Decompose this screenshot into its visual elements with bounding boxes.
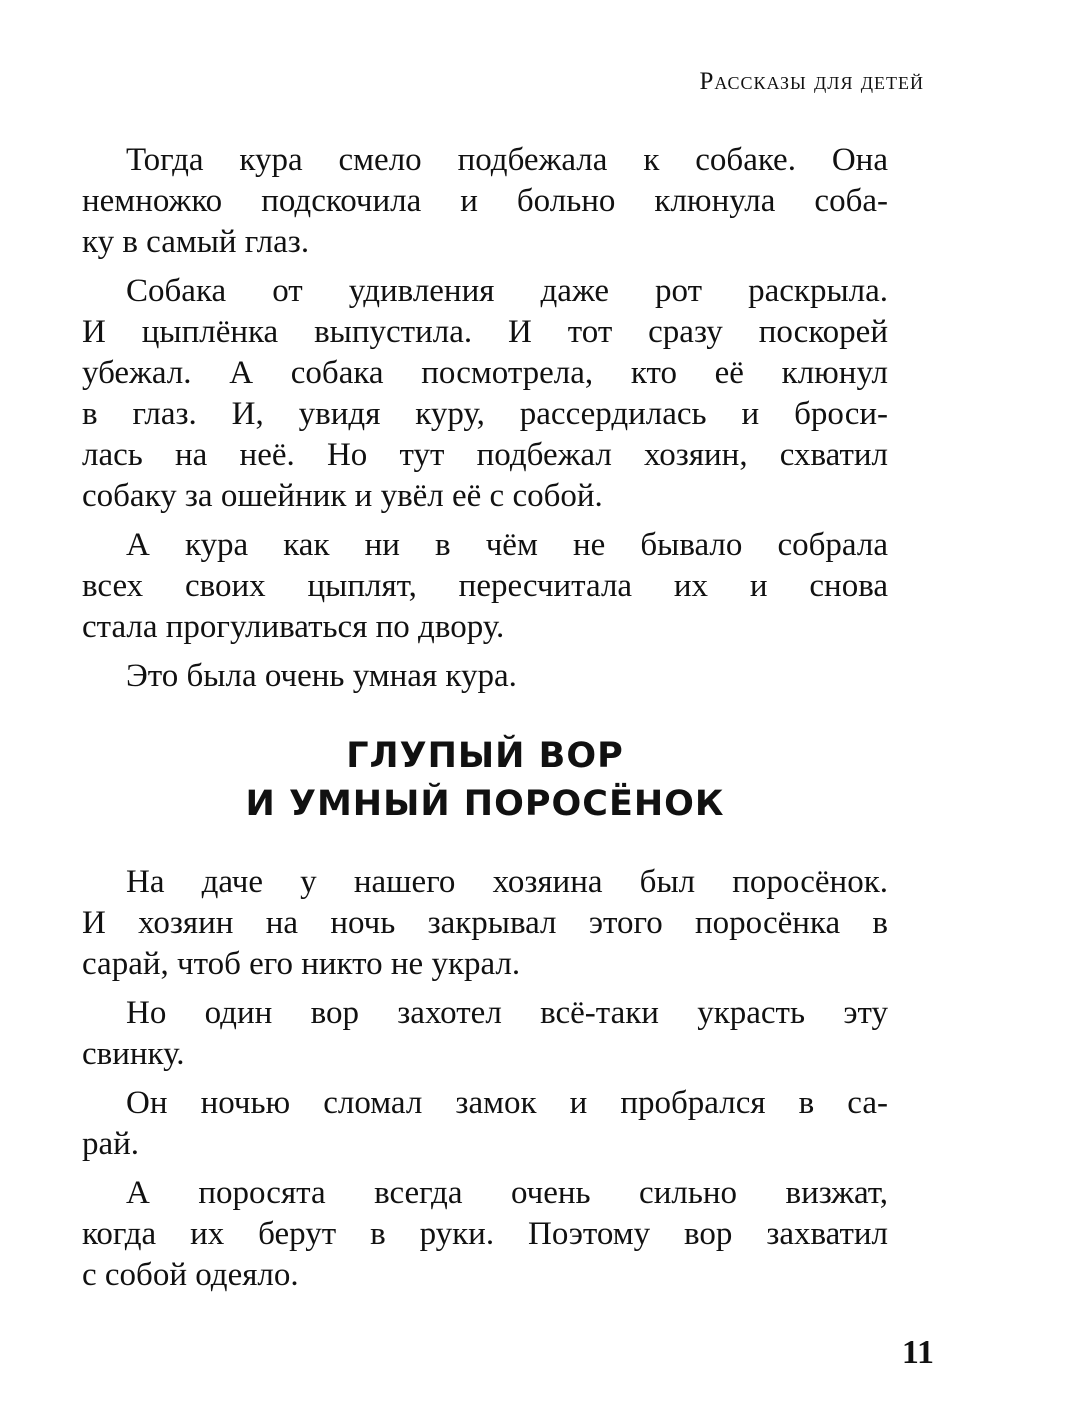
story-2-body — [82, 862, 888, 1304]
text-line: в глаз. И, увидя куру, рассердилась и броси- — [82, 396, 888, 432]
title-line-1: ГЛУПЫЙ ВОР — [346, 736, 624, 776]
paragraph — [82, 1173, 888, 1296]
text-line: свинку. — [82, 1036, 185, 1072]
text-line: всех своих цыплят, пересчитала их и снова — [82, 568, 888, 604]
paragraph — [82, 862, 888, 985]
story-2-title — [82, 732, 888, 828]
text-line: Тогда кура смело подбежала к собаке. Она — [126, 142, 888, 178]
paragraph — [82, 1083, 888, 1165]
running-head: Рассказы для детей — [699, 68, 924, 95]
text-line: Он ночью сломал замок и пробрался в са- — [126, 1085, 888, 1121]
text-line: А поросята всегда очень сильно визжат, — [126, 1175, 888, 1211]
text-line: ку в самый глаз. — [82, 224, 310, 260]
paragraph — [82, 525, 888, 648]
paragraph — [82, 271, 888, 517]
paragraph — [82, 140, 888, 263]
text-line: На даче у нашего хозяина был поросёнок. — [126, 864, 888, 900]
text-line: Но один вор захотел всё-таки украсть эту — [126, 995, 888, 1031]
title-line-2: И УМНЫЙ ПОРОСЁНОК — [245, 784, 725, 824]
text-line: Собака от удивления даже рот раскрыла. — [126, 273, 888, 309]
text-line: рай. — [82, 1126, 140, 1162]
text-line: стала прогуливаться по двору. — [82, 609, 505, 645]
paragraph — [82, 993, 888, 1075]
text-line: убежал. А собака посмотрела, кто её клюнул — [82, 355, 888, 391]
text-line: И хозяин на ночь закрывал этого поросёнка в — [82, 905, 888, 941]
text-line: А кура как ни в чём не бывало собрала — [126, 527, 888, 563]
text-line: немножко подскочила и больно клюнула соба- — [82, 183, 888, 219]
text-line: с собой одеяло. — [82, 1257, 299, 1293]
text-line: сарай, чтоб его никто не украл. — [82, 946, 521, 982]
text-line: собаку за ошейник и увёл её с собой. — [82, 478, 603, 514]
paragraph — [82, 656, 888, 697]
text-line: Это была очень умная кура. — [126, 658, 517, 694]
page-number: 11 — [901, 1334, 934, 1371]
text-line: лась на неё. Но тут подбежал хозяин, схватил — [82, 437, 888, 473]
story-1-body — [82, 140, 888, 705]
text-line: И цыплёнка выпустила. И тот сразу поскорей — [82, 314, 888, 350]
text-line: когда их берут в руки. Поэтому вор захватил — [82, 1216, 888, 1252]
